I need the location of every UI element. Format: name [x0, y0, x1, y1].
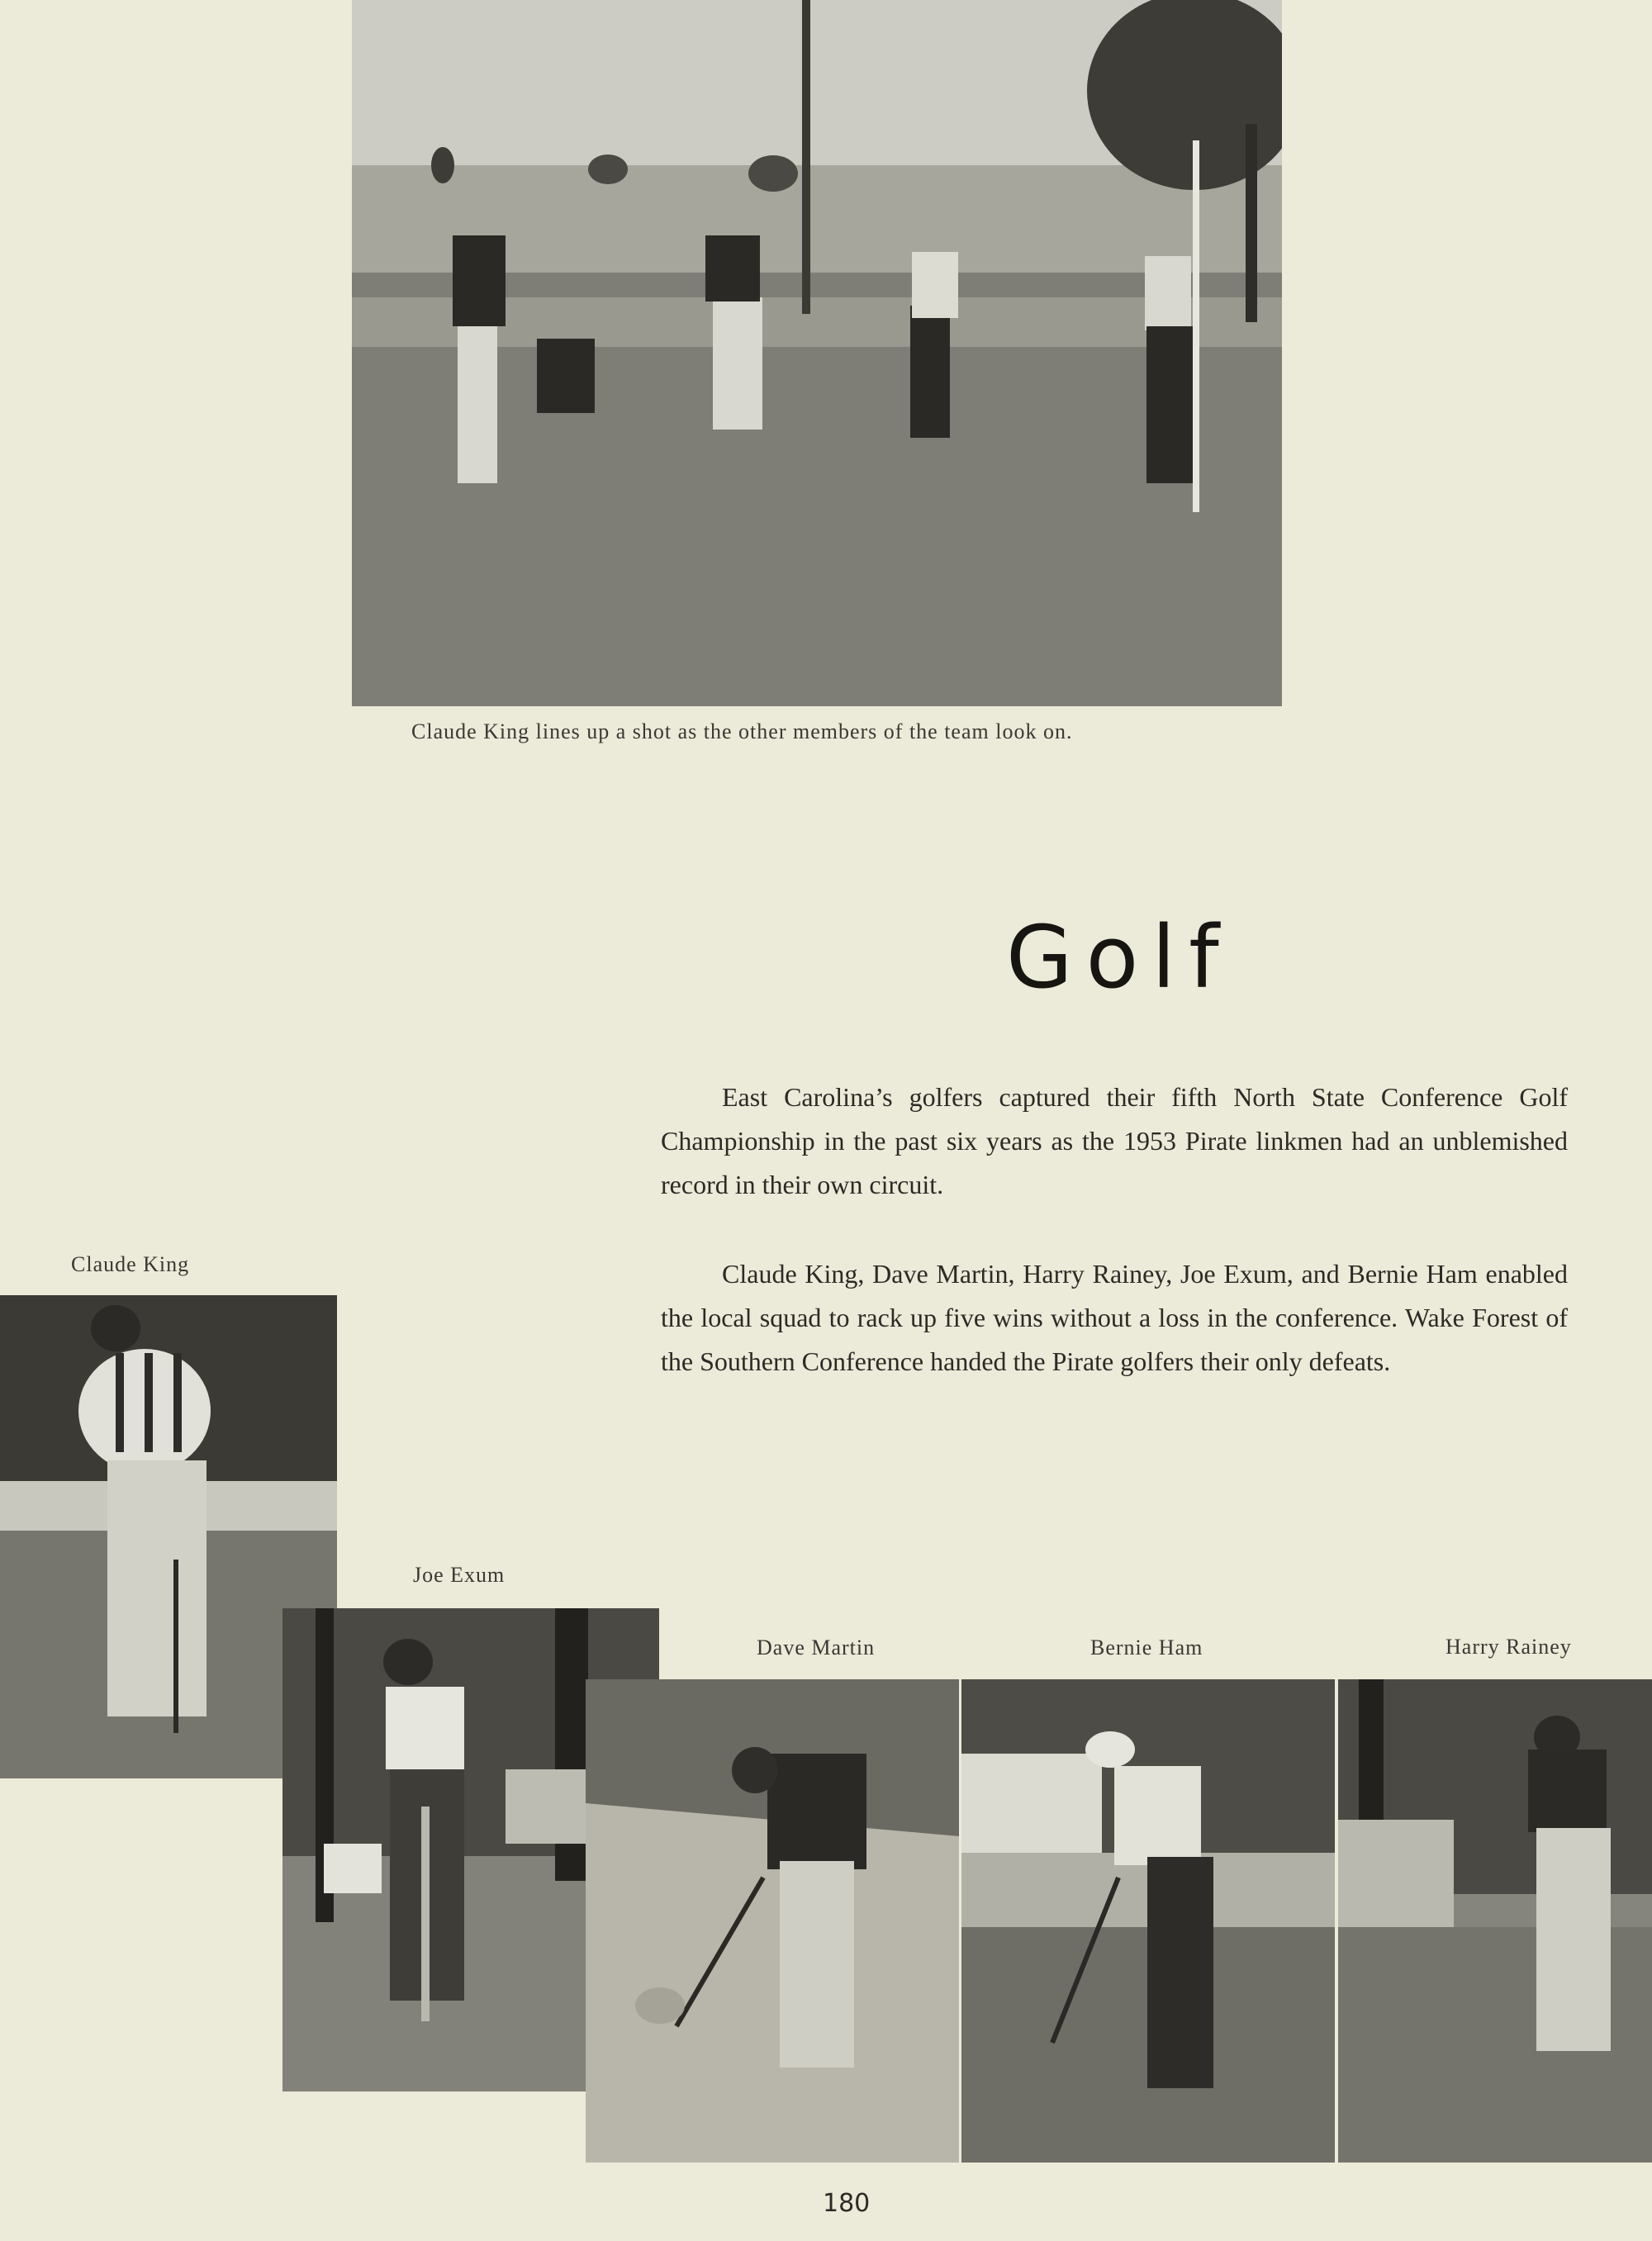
player-caption-dave-martin: Dave Martin	[757, 1636, 876, 1659]
player-photo-harry-rainey	[1338, 1679, 1652, 2163]
article-paragraph-1: East Carolina’s golfers captured their fifth North State Conference Golf Championship in the past six years as the 1953 Pirate linkmen had an unblemished record in their own circuit.	[661, 1082, 1568, 1199]
player-photo-dave-martin	[586, 1679, 959, 2163]
team-photo-caption: Claude King lines up a shot as the other members of the team look on.	[411, 719, 1073, 743]
player-photo-bernie-ham	[961, 1679, 1335, 2163]
player-caption-harry-rainey: Harry Rainey	[1446, 1635, 1572, 1659]
player-caption-joe-exum: Joe Exum	[413, 1563, 506, 1587]
player-caption-bernie-ham: Bernie Ham	[1090, 1636, 1203, 1659]
team-photo	[352, 0, 1282, 706]
page-number: 180	[823, 2189, 871, 2218]
player-caption-claude-king: Claude King	[71, 1252, 190, 1276]
article-paragraph-2: Claude King, Dave Martin, Harry Rainey, Joe Exum, and Bernie Ham enabled the local squad to rack up five wins without a loss in the conference. Wake Forest of the Southern Conference handed the Pirate golfers their only defeats.	[661, 1259, 1568, 1376]
page-title: Golf	[1006, 907, 1232, 1008]
